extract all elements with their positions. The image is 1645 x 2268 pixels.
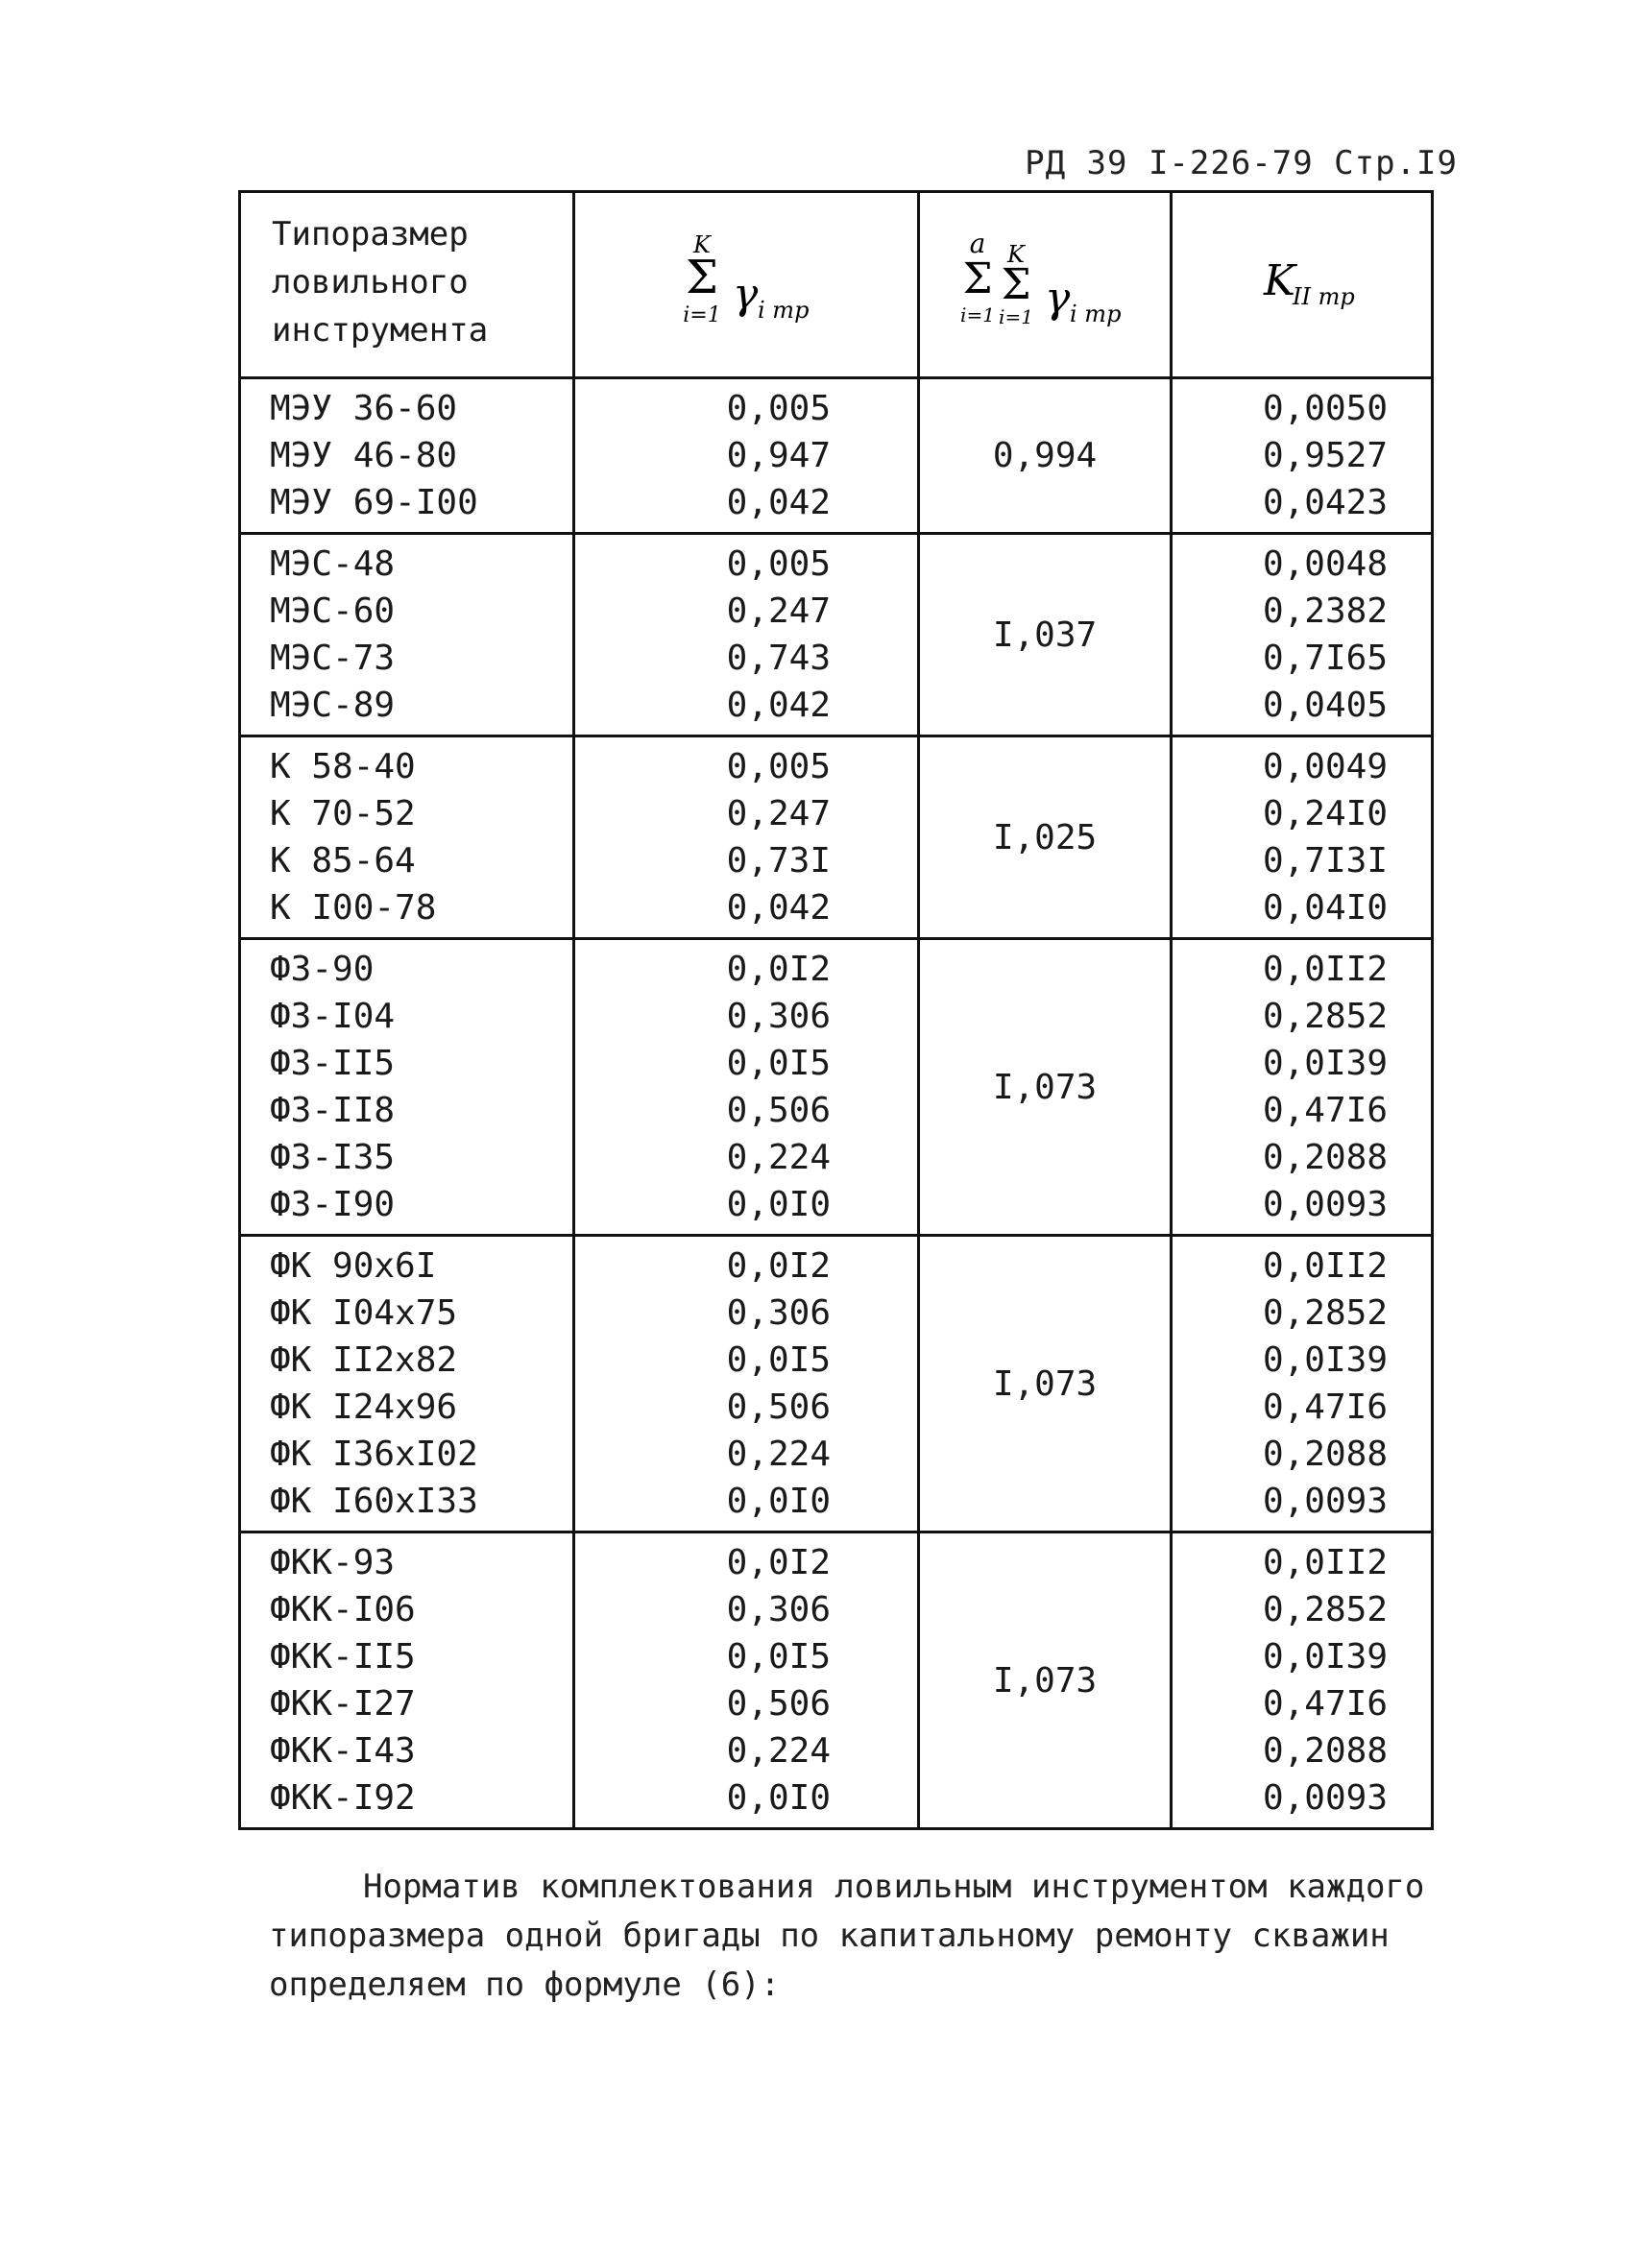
gamma-value: 0,0I0: [726, 1482, 831, 1521]
tool-name: МЭС-89: [270, 686, 396, 725]
tool-names-cell: [240, 1532, 574, 1829]
k-value: 0,04I0: [1262, 888, 1388, 928]
k-value: 0,2088: [1262, 1138, 1388, 1177]
gamma-subscript: i тр: [1070, 300, 1122, 327]
tool-name: ФК I24x96: [270, 1387, 458, 1427]
table-row: [240, 1532, 1433, 1829]
tool-name: МЭУ 46-80: [270, 436, 458, 475]
tool-name: ФЗ-I04: [270, 997, 396, 1036]
tool-name: ФКК-I43: [270, 1731, 416, 1771]
inner-sum-sign: Σ: [1001, 259, 1031, 309]
double-sum-formula: [949, 228, 1141, 343]
gamma-value: 0,247: [726, 591, 831, 631]
gamma-value: 0,506: [726, 1684, 831, 1724]
k-value: 0,0II2: [1262, 1543, 1388, 1582]
outer-sum-sign: Σ: [962, 253, 993, 303]
gamma-value: 0,224: [726, 1435, 831, 1474]
header-k-coef: [1172, 192, 1433, 378]
paragraph-line: Норматив комплектования ловильным инструментом каждого: [363, 1868, 1425, 1906]
gamma-values-cell: [574, 736, 919, 939]
gamma-value: 0,224: [726, 1731, 831, 1771]
k-value: 0,0II2: [1262, 1246, 1388, 1286]
header-tool-size: [240, 192, 574, 378]
gamma-value: 0,0I0: [726, 1778, 831, 1818]
inner-upper-limit: K: [1007, 240, 1025, 268]
table-row: [240, 1236, 1433, 1532]
group-sum-cell: I,073: [919, 1532, 1172, 1829]
k-value: 0,0I39: [1262, 1340, 1388, 1380]
gamma-values-cell: [574, 1236, 919, 1532]
table-row: [240, 378, 1433, 534]
gamma-value: 0,005: [726, 389, 831, 428]
gamma-value: 0,947: [726, 436, 831, 475]
tool-name: ФК I36xI02: [270, 1435, 478, 1474]
paragraph-line: типоразмера одной бригады по капитальному ремонту скважин: [269, 1917, 1390, 1955]
tool-name: ФК I60xI33: [270, 1482, 478, 1521]
k-symbol: K: [1263, 255, 1295, 305]
k-values-cell: [1172, 378, 1433, 534]
group-sum-cell: 0,994: [919, 378, 1172, 534]
gamma-values-cell: [574, 378, 919, 534]
gamma-value: 0,224: [726, 1138, 831, 1177]
gamma-value: 0,0I2: [726, 1246, 831, 1286]
gamma-value: 0,042: [726, 686, 831, 725]
k-values-cell: [1172, 736, 1433, 939]
k-value: 0,2088: [1262, 1435, 1388, 1474]
gamma-symbol: γ: [733, 269, 759, 319]
tool-name: ФЗ-90: [270, 950, 375, 989]
table-row: [240, 534, 1433, 736]
gamma-value: 0,506: [726, 1091, 831, 1130]
group-sum-cell: I,073: [919, 939, 1172, 1236]
tool-name: ФКК-I27: [270, 1684, 416, 1724]
tool-name: МЭС-60: [270, 591, 396, 631]
header-sum-gamma: [574, 192, 919, 378]
tool-name: ФКК-93: [270, 1543, 396, 1582]
header-line: инструмента: [272, 311, 489, 350]
table-row: [240, 736, 1433, 939]
tool-name: ФЗ-II8: [270, 1091, 396, 1130]
tool-name: К 70-52: [270, 794, 416, 833]
tool-names-cell: [240, 378, 574, 534]
tool-name: ФКК-II5: [270, 1637, 416, 1677]
k-value: 0,0093: [1262, 1482, 1388, 1521]
k-value: 0,0093: [1262, 1185, 1388, 1224]
gamma-values-cell: [574, 1532, 919, 1829]
gamma-values-cell: [574, 534, 919, 736]
header-double-sum-gamma: [919, 192, 1172, 378]
body-paragraph: [269, 1863, 1425, 2010]
tool-name: ФЗ-I35: [270, 1138, 396, 1177]
gamma-value: 0,042: [726, 483, 831, 522]
gamma-symbol: γ: [1045, 273, 1071, 323]
k-value: 0,0050: [1262, 389, 1388, 428]
table-header-row: [240, 192, 1433, 378]
tool-name: ФКК-I92: [270, 1778, 416, 1818]
k-value: 0,2852: [1262, 1590, 1388, 1629]
tool-name: МЭС-73: [270, 639, 396, 678]
gamma-value: 0,306: [726, 1293, 831, 1333]
k-values-cell: [1172, 939, 1433, 1236]
tool-name: МЭС-48: [270, 544, 396, 584]
k-subscript: II тр: [1292, 282, 1355, 310]
k-value: 0,2852: [1262, 1293, 1388, 1333]
tool-name: ФЗ-I90: [270, 1185, 396, 1224]
gamma-value: 0,0I5: [726, 1044, 831, 1083]
tool-names-cell: [240, 736, 574, 939]
k-value: 0,0093: [1262, 1778, 1388, 1818]
header-line: Типоразмер: [272, 215, 469, 253]
header-line: ловильного: [272, 263, 469, 302]
sum-lower-limit: i=1: [683, 302, 721, 327]
gamma-value: 0,73I: [726, 841, 831, 881]
gamma-value: 0,0I2: [726, 1543, 831, 1582]
tool-name: К 85-64: [270, 841, 416, 881]
tool-name: ФК I04x75: [270, 1293, 458, 1333]
inner-lower-limit: i=1: [999, 304, 1033, 328]
k-value: 0,0049: [1262, 747, 1388, 786]
group-sum-cell: I,073: [919, 1236, 1172, 1532]
k-value: 0,47I6: [1262, 1684, 1388, 1724]
tool-names-cell: [240, 1236, 574, 1532]
outer-upper-limit: a: [969, 227, 986, 259]
table-row: [240, 939, 1433, 1236]
gamma-value: 0,0I0: [726, 1185, 831, 1224]
k-value: 0,0I39: [1262, 1044, 1388, 1083]
tool-names-cell: [240, 939, 574, 1236]
gamma-subscript: i тр: [758, 296, 810, 324]
tool-name: К I00-78: [270, 888, 437, 928]
sum-gamma-formula: [669, 228, 823, 343]
gamma-value: 0,042: [726, 888, 831, 928]
k-value: 0,0II2: [1262, 950, 1388, 989]
group-sum-cell: I,025: [919, 736, 1172, 939]
k-value: 0,2088: [1262, 1731, 1388, 1771]
gamma-value: 0,0I5: [726, 1637, 831, 1677]
k-value: 0,2852: [1262, 997, 1388, 1036]
group-sum-cell: I,037: [919, 534, 1172, 736]
paragraph-line: определяем по формуле (6):: [269, 1966, 781, 2004]
k-values-cell: [1172, 1236, 1433, 1532]
gamma-value: 0,0I2: [726, 950, 831, 989]
k-values-cell: [1172, 534, 1433, 736]
k-value: 0,47I6: [1262, 1387, 1388, 1427]
k-value: 0,2382: [1262, 591, 1388, 631]
page-header: РД 39 I-226-79 Стр.I9: [1025, 144, 1458, 182]
k-values-cell: [1172, 1532, 1433, 1829]
sum-sign: Σ: [686, 250, 718, 304]
tool-name: ФК 90x6I: [270, 1246, 437, 1286]
gamma-value: 0,247: [726, 794, 831, 833]
gamma-value: 0,0I5: [726, 1340, 831, 1380]
gamma-value: 0,306: [726, 997, 831, 1036]
gamma-value: 0,743: [726, 639, 831, 678]
gamma-value: 0,506: [726, 1387, 831, 1427]
k-value: 0,47I6: [1262, 1091, 1388, 1130]
gamma-value: 0,005: [726, 544, 831, 584]
tool-name: МЭУ 36-60: [270, 389, 458, 428]
tool-name: ФКК-I06: [270, 1590, 416, 1629]
k-value: 0,0I39: [1262, 1637, 1388, 1677]
k-value: 0,0423: [1262, 483, 1388, 522]
tool-name: ФЗ-II5: [270, 1044, 396, 1083]
outer-lower-limit: i=1: [960, 302, 995, 326]
tool-name: МЭУ 69-I00: [270, 483, 478, 522]
tool-name: ФК II2x82: [270, 1340, 458, 1380]
k-value: 0,24I0: [1262, 794, 1388, 833]
k-value: 0,7I65: [1262, 639, 1388, 678]
k-value: 0,7I3I: [1262, 841, 1388, 881]
tool-names-cell: [240, 534, 574, 736]
sum-upper-limit: K: [693, 230, 711, 258]
tool-name: К 58-40: [270, 747, 416, 786]
k-coef-formula: [1235, 228, 1369, 343]
k-value: 0,0405: [1262, 686, 1388, 725]
tool-table: [238, 190, 1434, 1830]
k-value: 0,9527: [1262, 436, 1388, 475]
gamma-value: 0,306: [726, 1590, 831, 1629]
gamma-values-cell: [574, 939, 919, 1236]
k-value: 0,0048: [1262, 544, 1388, 584]
gamma-value: 0,005: [726, 747, 831, 786]
